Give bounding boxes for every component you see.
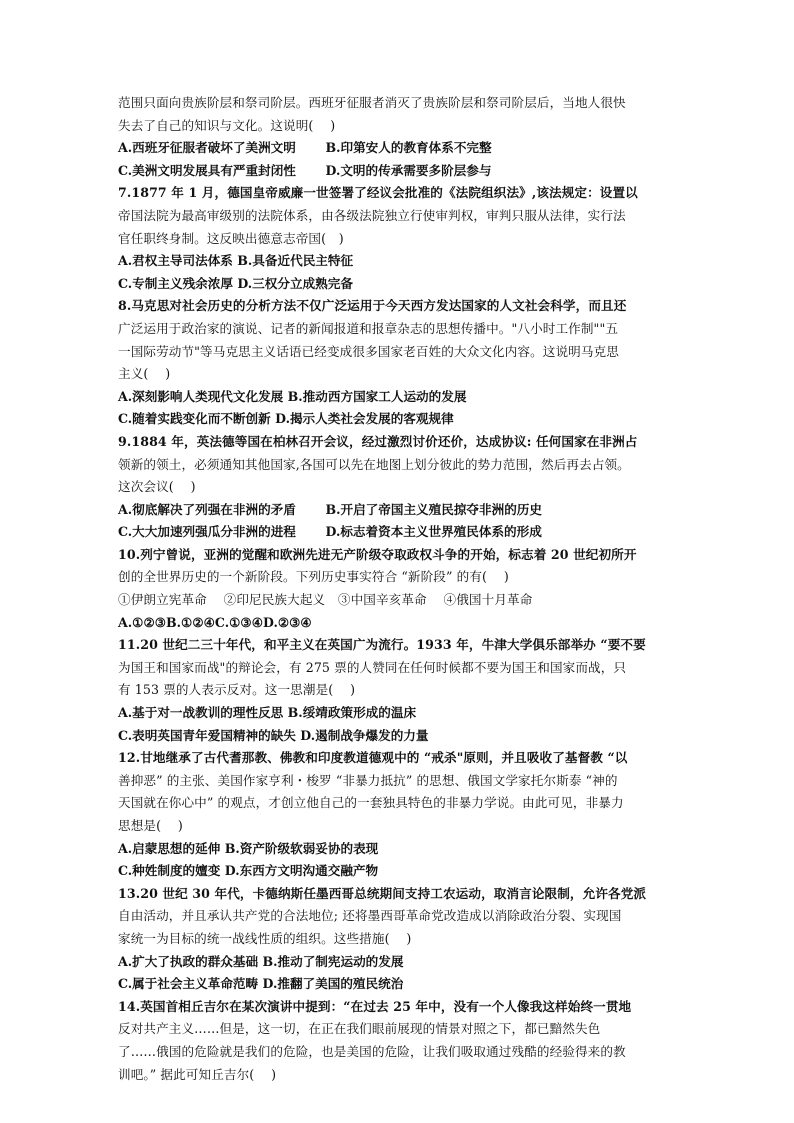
answer-option: A.启蒙思想的延伸 B.资产阶级软弱妥协的表现 [118, 840, 379, 856]
question-7: 7.1877 年 1 月，德国皇帝威廉一世签署了经议会批准的《法院组织法》,该法规定：设置以 [118, 185, 638, 201]
answer-option: A.扩大了执政的群众基础 B.推动了制宪运动的发展 [118, 953, 404, 969]
text-line: 这次会议( ) [118, 479, 196, 495]
text-line: 训吧。” 据此可知丘吉尔( ) [118, 1066, 277, 1082]
answer-option: C.随着实践变化而不断创新 D.揭示人类社会发展的客观规律 [118, 411, 454, 427]
answer-option: C.专制主义残余浓厚 D.三权分立成熟完备 [118, 275, 353, 291]
text-line: 帝国法院为最高审级别的法院体系，由各级法院独立行使审判权，审判只服从法律，实行法 [118, 207, 626, 223]
answer-option: A.深刻影响人类现代文化发展 B.推动西方国家工人运动的发展 [118, 388, 467, 404]
text-line: 了……俄国的危险就是我们的危险，也是美国的危险，让我们吸取通过残酷的经验得来的教 [118, 1043, 626, 1059]
answer-option: C.表明英国青年爱国精神的缺失 D.遏制战争爆发的力量 [118, 727, 429, 743]
text-line: 主义( ) [118, 366, 171, 382]
text-line: 创的全世界历史的一个新阶段。下列历史事实符合 “新阶段” 的有( ) [118, 569, 509, 585]
answer-option: A.君权主导司法体系 B.具备近代民主特征 [118, 253, 354, 269]
question-14: 14.英国首相丘吉尔在某次演讲中提到：“在过去 25 年中，没有一个人像我这样始终一贯地 [118, 998, 632, 1014]
text-line: 为国王和国家而战"的辩论会，有 275 票的人赞同在任何时候都不要为国王和国家而战，只 [118, 659, 627, 675]
question-11: 11.20 世纪二三十年代，和平主义在英国广为流行。1933 年，牛津大学俱乐部举办 “要不要 [118, 637, 646, 653]
text-line: 失去了自己的知识与文化。这说明( ) [118, 117, 336, 133]
answer-option: A.西班牙征服者破坏了美洲文明 B.印第安人的教育体系不完整 [118, 140, 492, 156]
question-13: 13.20 世纪 30 年代，卡德纳斯任墨西哥总统期间支持工农运动，取消言论限制，允许各党派 [118, 885, 647, 901]
question-12: 12.甘地继承了古代耆那教、佛教和印度教道德观中的 “戒杀"原则，并且吸收了基督教 “以 [118, 750, 628, 766]
text-line: 天国就在你心中” 的观点，才创立他自己的一套独具特色的非暴力学说。由此可见，非暴力 [118, 795, 624, 811]
text-line: ①伊朗立宪革命 ②印尼民族大起义 ③中国辛亥革命 ④俄国十月革命 [118, 592, 533, 608]
text-line: 有 153 票的人表示反对。这一思潮是( ) [118, 682, 356, 698]
answer-option: C.大大加速列强瓜分非洲的进程 D.标志着资本主义世界殖民体系的形成 [118, 524, 542, 540]
question-9: 9.1884 年，英法德等国在柏林召开会议，经过激烈讨价还价，达成协议: 任何国家在非洲占 [118, 433, 638, 449]
document-page [118, 92, 680, 1086]
answer-option: A.彻底解决了列强在非洲的矛盾 B.开启了帝国主义殖民掠夺非洲的历史 [118, 501, 542, 517]
text-line: 范围只面向贵族阶层和祭司阶层。西班牙征服者消灭了贵族阶层和祭司阶层后，当地人很快 [118, 95, 626, 110]
answer-option: C.种姓制度的嬗变 D.东西方文明沟通交融产物 [118, 863, 379, 879]
text-line: 领新的领土，必须通知其他国家,各国可以先在地图上划分彼此的势力范围，然后再去占领。 [118, 456, 630, 472]
question-10: 10.列宁曾说，亚洲的觉醒和欧洲先进无产阶级夺取政权斗争的开始，标志着 20 世纪初所开 [118, 546, 637, 562]
text-line: 广泛运用于政治家的演说、记者的新闻报道和报章杂志的思想传播中。"八小时工作制""五 [118, 320, 619, 336]
answer-option: C.美洲文明发展具有严重封闭性 D.文明的传承需要多阶层参与 [118, 162, 492, 178]
answer-option: C.属于社会主义革命范畴 D.推翻了美国的殖民统治 [118, 976, 404, 992]
text-line: 自由活动，并且承认共产党的合法地位; 还将墨西哥革命党改造成以消除政治分裂、实现国 [118, 908, 622, 924]
answer-option: A.①②③B.①②④C.①③④D.②③④ [118, 614, 312, 630]
answer-option: A.基于对一战教训的理性反思 B.绥靖政策形成的温床 [118, 705, 417, 721]
question-8: 8.马克思对社会历史的分析方法不仅广泛运用于今天西方发达国家的人文社会科学，而且还 [118, 298, 627, 314]
text-line: 一国际劳动节"等马克思主义话语已经变成很多国家老百姓的大众文化内容。这说明马克思 [118, 343, 619, 359]
text-line: 家统一为目标的统一战线性质的组织。这些措施( ) [118, 930, 412, 946]
text-line: 思想是( ) [118, 818, 183, 833]
text-line: 官任职终身制。这反映出德意志帝国( ) [118, 230, 344, 246]
text-line: 善抑恶” 的主张、美国作家亨利・梭罗 “非暴力抵抗” 的思想、俄国文学家托尔斯泰 “神的 [118, 772, 618, 788]
text-line: 反对共产主义……但是，这一切，在正在我们眼前展现的情景对照之下，都已黯然失色 [118, 1021, 601, 1037]
